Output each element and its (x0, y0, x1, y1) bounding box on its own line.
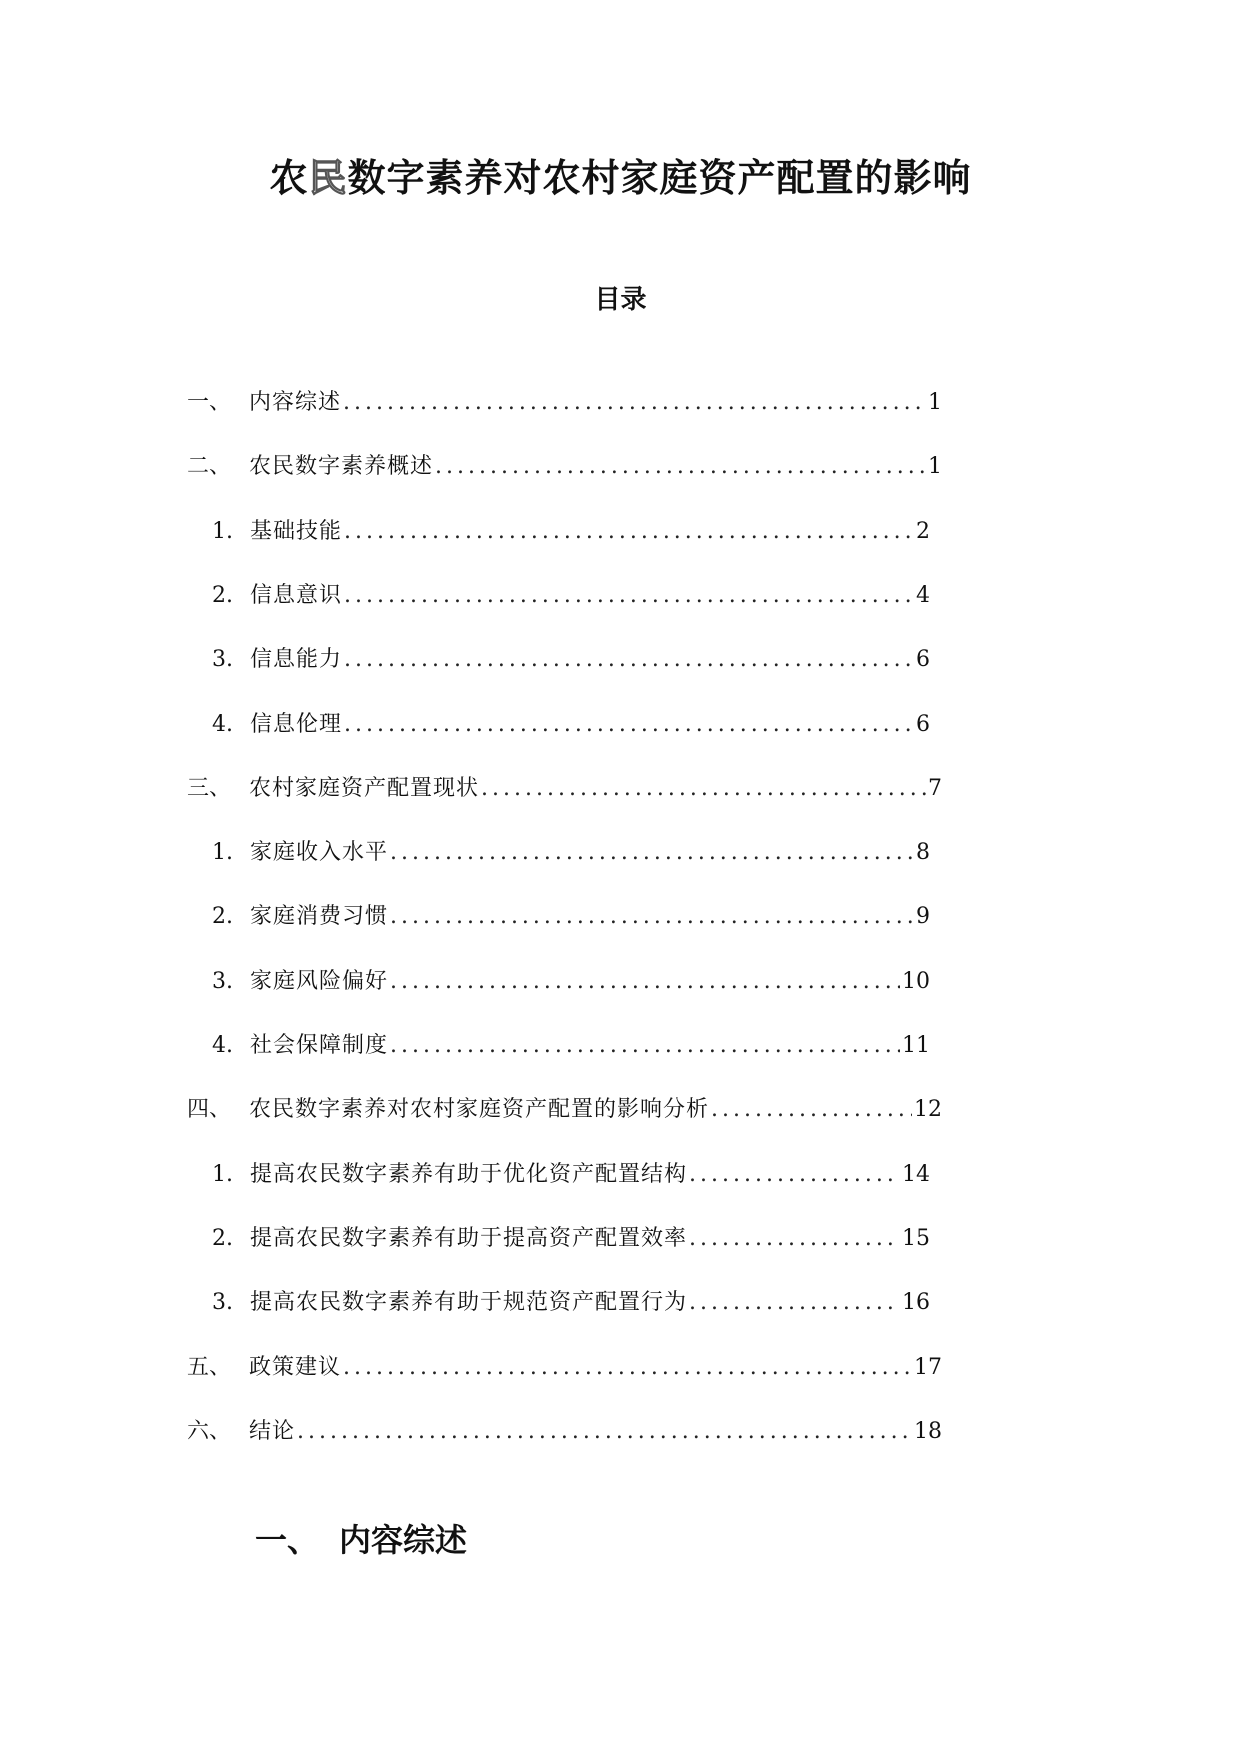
toc-entry-number: 六、 (187, 1419, 232, 1444)
toc-entry-page: 14 (902, 1162, 930, 1187)
toc-entry-page: 12 (914, 1097, 942, 1122)
toc-entry-label: 家庭风险偏好 (250, 969, 389, 994)
toc-entry-page: 15 (902, 1226, 930, 1251)
toc-entry-label: 农民数字素养对农村家庭资产配置的影响分析 (249, 1097, 710, 1122)
toc-entry-number: 4. (212, 1033, 233, 1058)
toc-entry[interactable] (187, 1415, 942, 1449)
toc-dot-leader (297, 1415, 912, 1449)
toc-dot-leader (343, 1351, 912, 1385)
title-part-1: 农 (269, 155, 309, 200)
toc-entry-number: 1. (212, 1162, 233, 1187)
toc-entry-page: 7 (928, 776, 942, 801)
toc-entry-page: 16 (902, 1290, 930, 1315)
toc-dot-leader (689, 1286, 900, 1320)
toc-entry-label: 结论 (249, 1419, 296, 1444)
toc-entry-number: 2. (212, 904, 233, 929)
toc-entry[interactable] (212, 900, 930, 934)
toc-entry-number: 3. (212, 969, 233, 994)
toc-entry-number: 1. (212, 840, 233, 865)
toc-entry-label: 信息意识 (250, 583, 343, 608)
toc-entry-number: 四、 (187, 1097, 232, 1122)
toc-entry-label: 提高农民数字素养有助于提高资产配置效率 (250, 1226, 688, 1251)
toc-entry-label: 信息能力 (250, 647, 343, 672)
toc-dot-leader (344, 579, 914, 613)
toc-entry-number: 一、 (187, 390, 232, 415)
toc-entry-page: 1 (928, 454, 942, 479)
toc-entry-page: 11 (902, 1033, 930, 1058)
toc-entry[interactable] (187, 772, 942, 806)
toc-entry-label: 信息伦理 (250, 712, 343, 737)
toc-entry-page: 2 (916, 519, 930, 544)
toc-entry-page: 6 (916, 712, 930, 737)
toc-entry-label: 提高农民数字素养有助于优化资产配置结构 (250, 1162, 688, 1187)
toc-entry-label: 基础技能 (250, 519, 343, 544)
toc-heading: 目录 (594, 285, 647, 315)
toc-dot-leader (390, 900, 914, 934)
toc-dot-leader (481, 772, 926, 806)
toc-entry[interactable] (212, 515, 930, 549)
toc-entry-page: 18 (914, 1419, 942, 1444)
toc-entry-number: 1. (212, 519, 233, 544)
toc-entry[interactable] (212, 1158, 930, 1192)
toc-dot-leader (344, 515, 914, 549)
section-number: 一、 (255, 1521, 320, 1559)
section-title: 内容综述 (339, 1521, 468, 1559)
toc-entry-number: 4. (212, 712, 233, 737)
document-title (0, 148, 1241, 208)
toc-dot-leader (343, 386, 926, 420)
toc-dot-leader (344, 643, 914, 677)
toc-entry-page: 4 (916, 583, 930, 608)
toc-entry-label: 家庭消费习惯 (250, 904, 389, 929)
toc-entry-number: 五、 (187, 1355, 232, 1380)
toc-entry-label: 农村家庭资产配置现状 (249, 776, 480, 801)
toc-entry-number: 二、 (187, 454, 232, 479)
toc-entry-label: 农民数字素养概述 (249, 454, 434, 479)
toc-dot-leader (344, 708, 914, 742)
toc-entry-number: 2. (212, 1226, 233, 1251)
toc-entry-page: 17 (914, 1355, 942, 1380)
toc-dot-leader (689, 1222, 900, 1256)
toc-entry-page: 1 (928, 390, 942, 415)
toc-entry[interactable] (212, 965, 930, 999)
toc-dot-leader (711, 1093, 912, 1127)
toc-entry[interactable] (212, 579, 930, 613)
toc-entry[interactable] (212, 836, 930, 870)
toc-entry-label: 提高农民数字素养有助于规范资产配置行为 (250, 1290, 688, 1315)
toc-entry-page: 8 (916, 840, 930, 865)
toc-entry[interactable] (187, 386, 942, 420)
toc-dot-leader (390, 1029, 900, 1063)
toc-entry[interactable] (187, 1093, 942, 1127)
toc-entry-number: 2. (212, 583, 233, 608)
toc-entry-page: 6 (916, 647, 930, 672)
toc-entry-number: 三、 (187, 776, 232, 801)
toc-entry-label: 家庭收入水平 (250, 840, 389, 865)
toc-entry[interactable] (212, 708, 930, 742)
toc-entry[interactable] (187, 1351, 942, 1385)
toc-dot-leader (390, 836, 914, 870)
toc-entry[interactable] (212, 1029, 930, 1063)
title-part-highlighted: 民 (308, 155, 348, 200)
toc-entry-number: 3. (212, 1290, 233, 1315)
toc-entry[interactable] (212, 643, 930, 677)
toc-entry-label: 内容综述 (249, 390, 342, 415)
toc-entry[interactable] (212, 1222, 930, 1256)
toc-entry-label: 政策建议 (249, 1355, 342, 1380)
toc-entry-page: 10 (902, 969, 930, 994)
toc-entry[interactable] (187, 450, 942, 484)
toc-entry-number: 3. (212, 647, 233, 672)
toc-dot-leader (689, 1158, 900, 1192)
toc-dot-leader (435, 450, 926, 484)
toc-entry[interactable] (212, 1286, 930, 1320)
toc-dot-leader (390, 965, 900, 999)
toc-entry-label: 社会保障制度 (250, 1033, 389, 1058)
toc-entry-page: 9 (916, 904, 930, 929)
title-part-3: 数字素养对农村家庭资产配置的影响 (347, 155, 972, 200)
section-heading (255, 1515, 467, 1565)
